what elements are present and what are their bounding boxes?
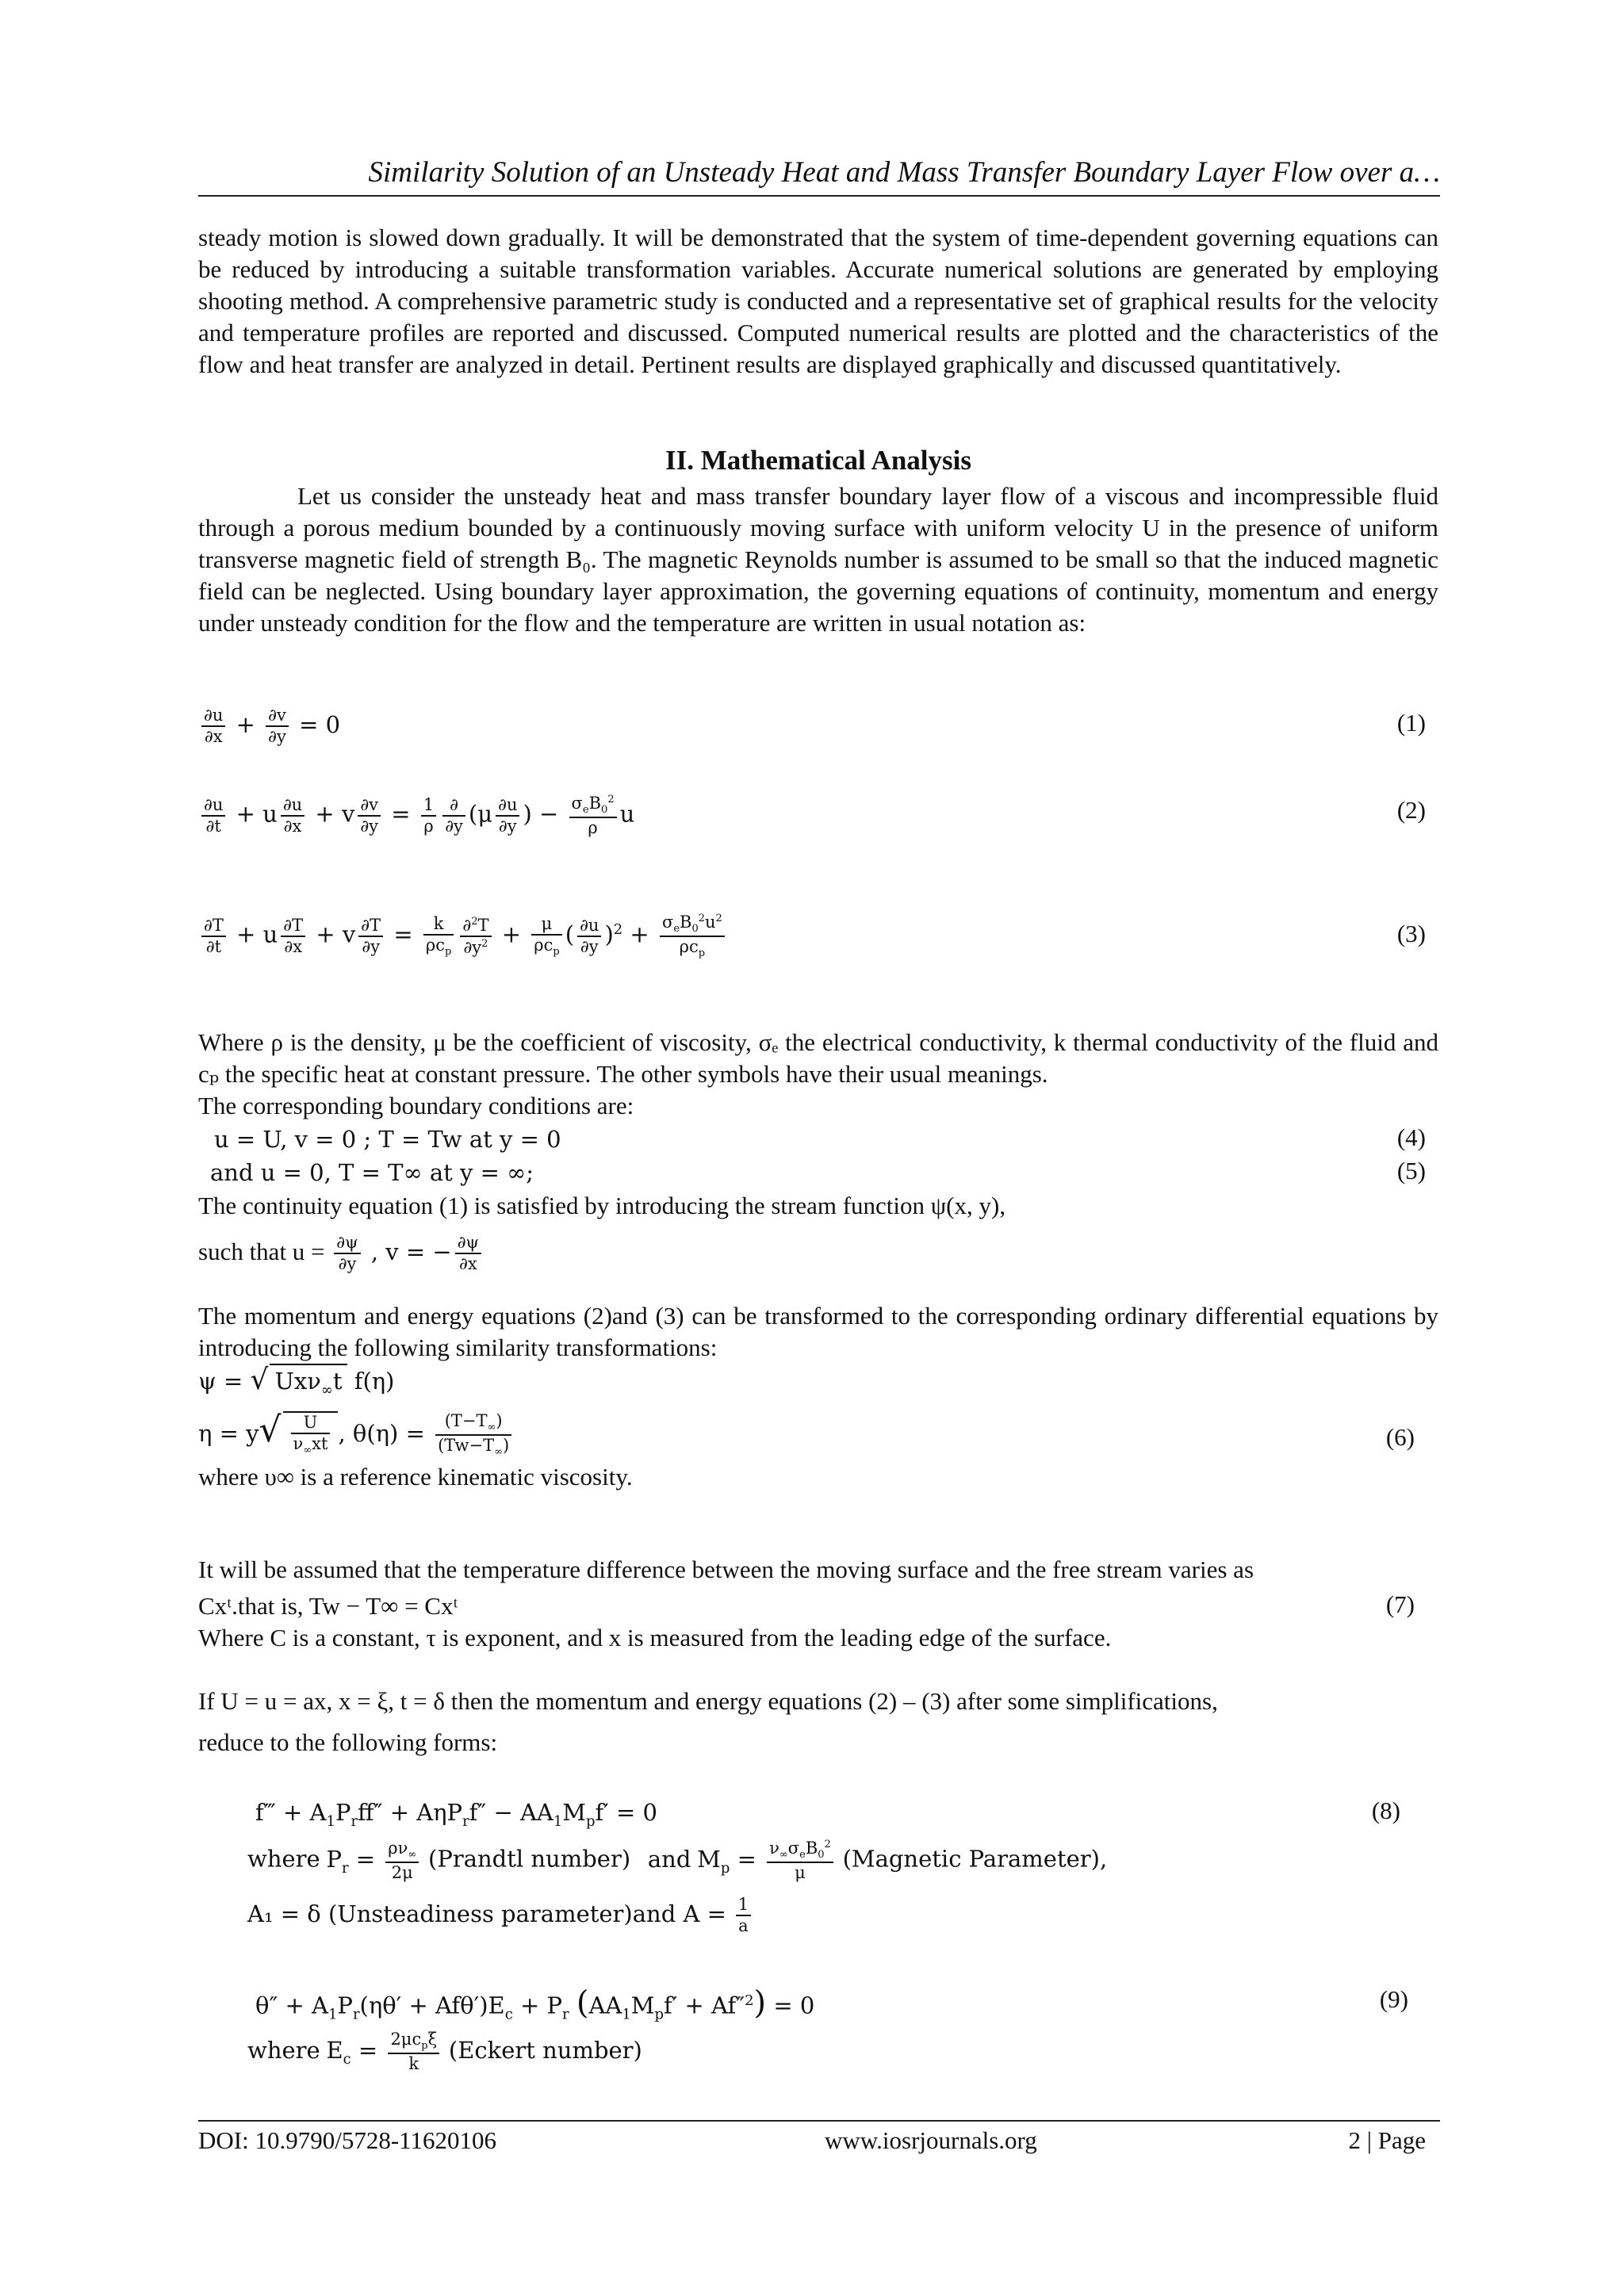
reference-viscosity-text: where υ∞ is a reference kinematic viscosity. bbox=[198, 1463, 633, 1490]
unsteadiness-label: A₁ = δ (Unsteadiness parameter)and A = bbox=[247, 1900, 726, 1927]
prandtl-magnetic-definitions: where $P_r$ = $\frac{\rho\nu_\infty}{2\mu}$ (Prandtl number) and $M_p$ = $\frac{\nu_\infty\sigma_eB_0^2}{\mu}$ (Magnetic Parameter), bbox=[247, 1838, 1108, 1883]
constant-description: Where C is a constant, τ is exponent, and x is measured from the leading edge of the surface. bbox=[198, 1624, 1112, 1651]
equation-9: $\theta'' + A_1P_r(\eta\theta' + Af\theta')E_c + P_r$ $(AA_1M_pf' + Af''^2) = 0$ bbox=[255, 1984, 815, 2023]
section-title: II. Mathematical Analysis bbox=[665, 445, 971, 476]
equation-number-9: (9) bbox=[1379, 1985, 1408, 2013]
and-label: and bbox=[647, 1845, 691, 1873]
unsteadiness-definition: A₁ = δ (Unsteadiness parameter)and A = $\frac{1}{a}$ bbox=[247, 1895, 754, 1936]
similarity-paragraph: The momentum and energy equations (2)and (3) can be transformed to the corresponding ordinary differential equations by introducing the following similarity transformations: bbox=[198, 1302, 1438, 1361]
simplification-text: If U = u = ax, x = ξ, t = δ then the momentum and energy equations (2) – (3) after some simplifications, bbox=[198, 1687, 1218, 1715]
equation-number-1: (1) bbox=[1396, 709, 1426, 737]
reduce-text: reduce to the following forms: bbox=[198, 1728, 498, 1756]
stream-function-text: The continuity equation (1) is satisfied by introducing the stream function ψ(x, y), bbox=[198, 1192, 1006, 1219]
boundary-condition-2: and u = 0, T = T∞ at y = ∞; bbox=[210, 1159, 534, 1186]
eta-theta-transformation: η = y√ $\frac{U}{\nu_\infty xt}$ , θ(η) = $\frac{(T-T_\infty)}{(Tw-T_\infty)}$ bbox=[198, 1411, 515, 1459]
footer-doi: DOI: 10.9790/5728-11620106 bbox=[198, 2126, 496, 2154]
equation-number-4: (4) bbox=[1396, 1123, 1426, 1151]
equation-8: f‴ + $A_1P_rff'' + A\eta P_rf'' - AA_1M_pf' = 0$ bbox=[255, 1799, 658, 1830]
boundary-conditions-intro: The corresponding boundary conditions are: bbox=[198, 1092, 634, 1119]
symbols-paragraph: Where ρ is the density, μ be the coefficient of viscosity, σₑ the electrical conductivity, k thermal conductivity of the fluid and cₚ the specific heat at constant pressure. The other symbols have their usual meanings. bbox=[198, 1028, 1438, 1088]
psi-transformation: ψ = √ Uxν$_\infty$t f(η) bbox=[198, 1364, 394, 1406]
running-title: Similarity Solution of an Unsteady Heat and Mass Transfer Boundary Layer Flow over a… bbox=[368, 156, 1440, 189]
boundary-condition-1: u = U, v = 0 ; T = Tw at y = 0 bbox=[214, 1126, 561, 1153]
temperature-difference-text: It will be assumed that the temperature difference between the moving surface and the free stream varies as bbox=[198, 1556, 1254, 1583]
header-rule bbox=[198, 195, 1440, 197]
cx-relation: Cxᵗ.that is, Tw − T∞ = Cxᵗ bbox=[198, 1592, 458, 1620]
where-label-2: where bbox=[247, 2037, 320, 2064]
prandtl-label: (Prandtl number) bbox=[428, 1845, 631, 1873]
stream-function-equation: such that u = $\frac{\partial\psi}{\partial y}$ , v = − $\frac{\partial\psi}{\partial x}$ bbox=[198, 1233, 485, 1274]
equation-number-6: (6) bbox=[1385, 1423, 1415, 1451]
intro-paragraph: steady motion is slowed down gradually. It will be demonstrated that the system of time-dependent governing equations can be reduced by introducing a suitable transformation variables. Accurate numerical solutions are generated by employing shooting method. A comprehensive parametric study is conducted and a representative set of graphical results for the velocity and temperature profiles are reported and discussed. Computed numerical results are plotted and the characteristics of the flow and heat transfer are analyzed in detail. Pertinent results are displayed graphically and discussed quantitatively. bbox=[198, 224, 1438, 378]
magnetic-parameter-label: (Magnetic Parameter), bbox=[842, 1845, 1108, 1873]
equation-number-2: (2) bbox=[1396, 796, 1426, 824]
where-label: where bbox=[247, 1845, 320, 1873]
footer-website: www.iosrjournals.org bbox=[825, 2126, 1037, 2154]
equation-1: $\frac{\partial u}{\partial x}$ + $\frac{\partial v}{\partial y}$ = 0 bbox=[198, 706, 340, 747]
footer-rule bbox=[198, 2120, 1440, 2122]
analysis-paragraph: Let us consider the unsteady heat and mass transfer boundary layer flow of a viscous and incompressible fluid through a porous medium bounded by a continuously moving surface with uniform velocity U in the presence of uniform transverse magnetic field of strength B₀. The magnetic Reynolds number is assumed to be small so that the induced magnetic field can be neglected. Using boundary layer approximation, the governing equations of continuity, momentum and energy under unsteady condition for the flow and the temperature are written in usual notation as: bbox=[198, 482, 1438, 637]
equation-3: $\frac{\partial T}{\partial t}$ + u $\frac{\partial T}{\partial x}$ + v $\frac{\partial T}{\partial y}$ = $\frac{k}{\rho c_p}$ $\frac{\partial^2T}{\partial y^2}$ + $\frac{\mu}{\rho c_p}$ ( $\frac{\partial u}{\partial y}$ )$^2$ + $\frac{\sigma_eB_0^2u^2}{\rho c_p}$ bbox=[198, 912, 728, 960]
equation-number-7: (7) bbox=[1385, 1590, 1415, 1618]
equation-number-5: (5) bbox=[1396, 1157, 1426, 1184]
equation-2: $\frac{\partial u}{\partial t}$ + u $\frac{\partial u}{\partial x}$ + v $\frac{\partial v}{\partial y}$ = $\frac{1}{\rho}$ $\frac{\partial}{\partial y}$ (μ $\frac{\partial u}{\partial y}$ ) − $\frac{\sigma_eB_0^2}{\rho}$ u bbox=[198, 793, 634, 838]
equation-number-3: (3) bbox=[1396, 920, 1426, 947]
eckert-label: (Eckert number) bbox=[448, 2037, 642, 2064]
eckert-definition: where $E_c$ = $\frac{2\mu c_p\xi}{k}$ (Eckert number) bbox=[247, 2030, 642, 2074]
footer-page-number: 2 | Page bbox=[1348, 2126, 1426, 2154]
equation-number-8: (8) bbox=[1371, 1797, 1400, 1824]
such-that-label: such that u = bbox=[198, 1238, 325, 1265]
